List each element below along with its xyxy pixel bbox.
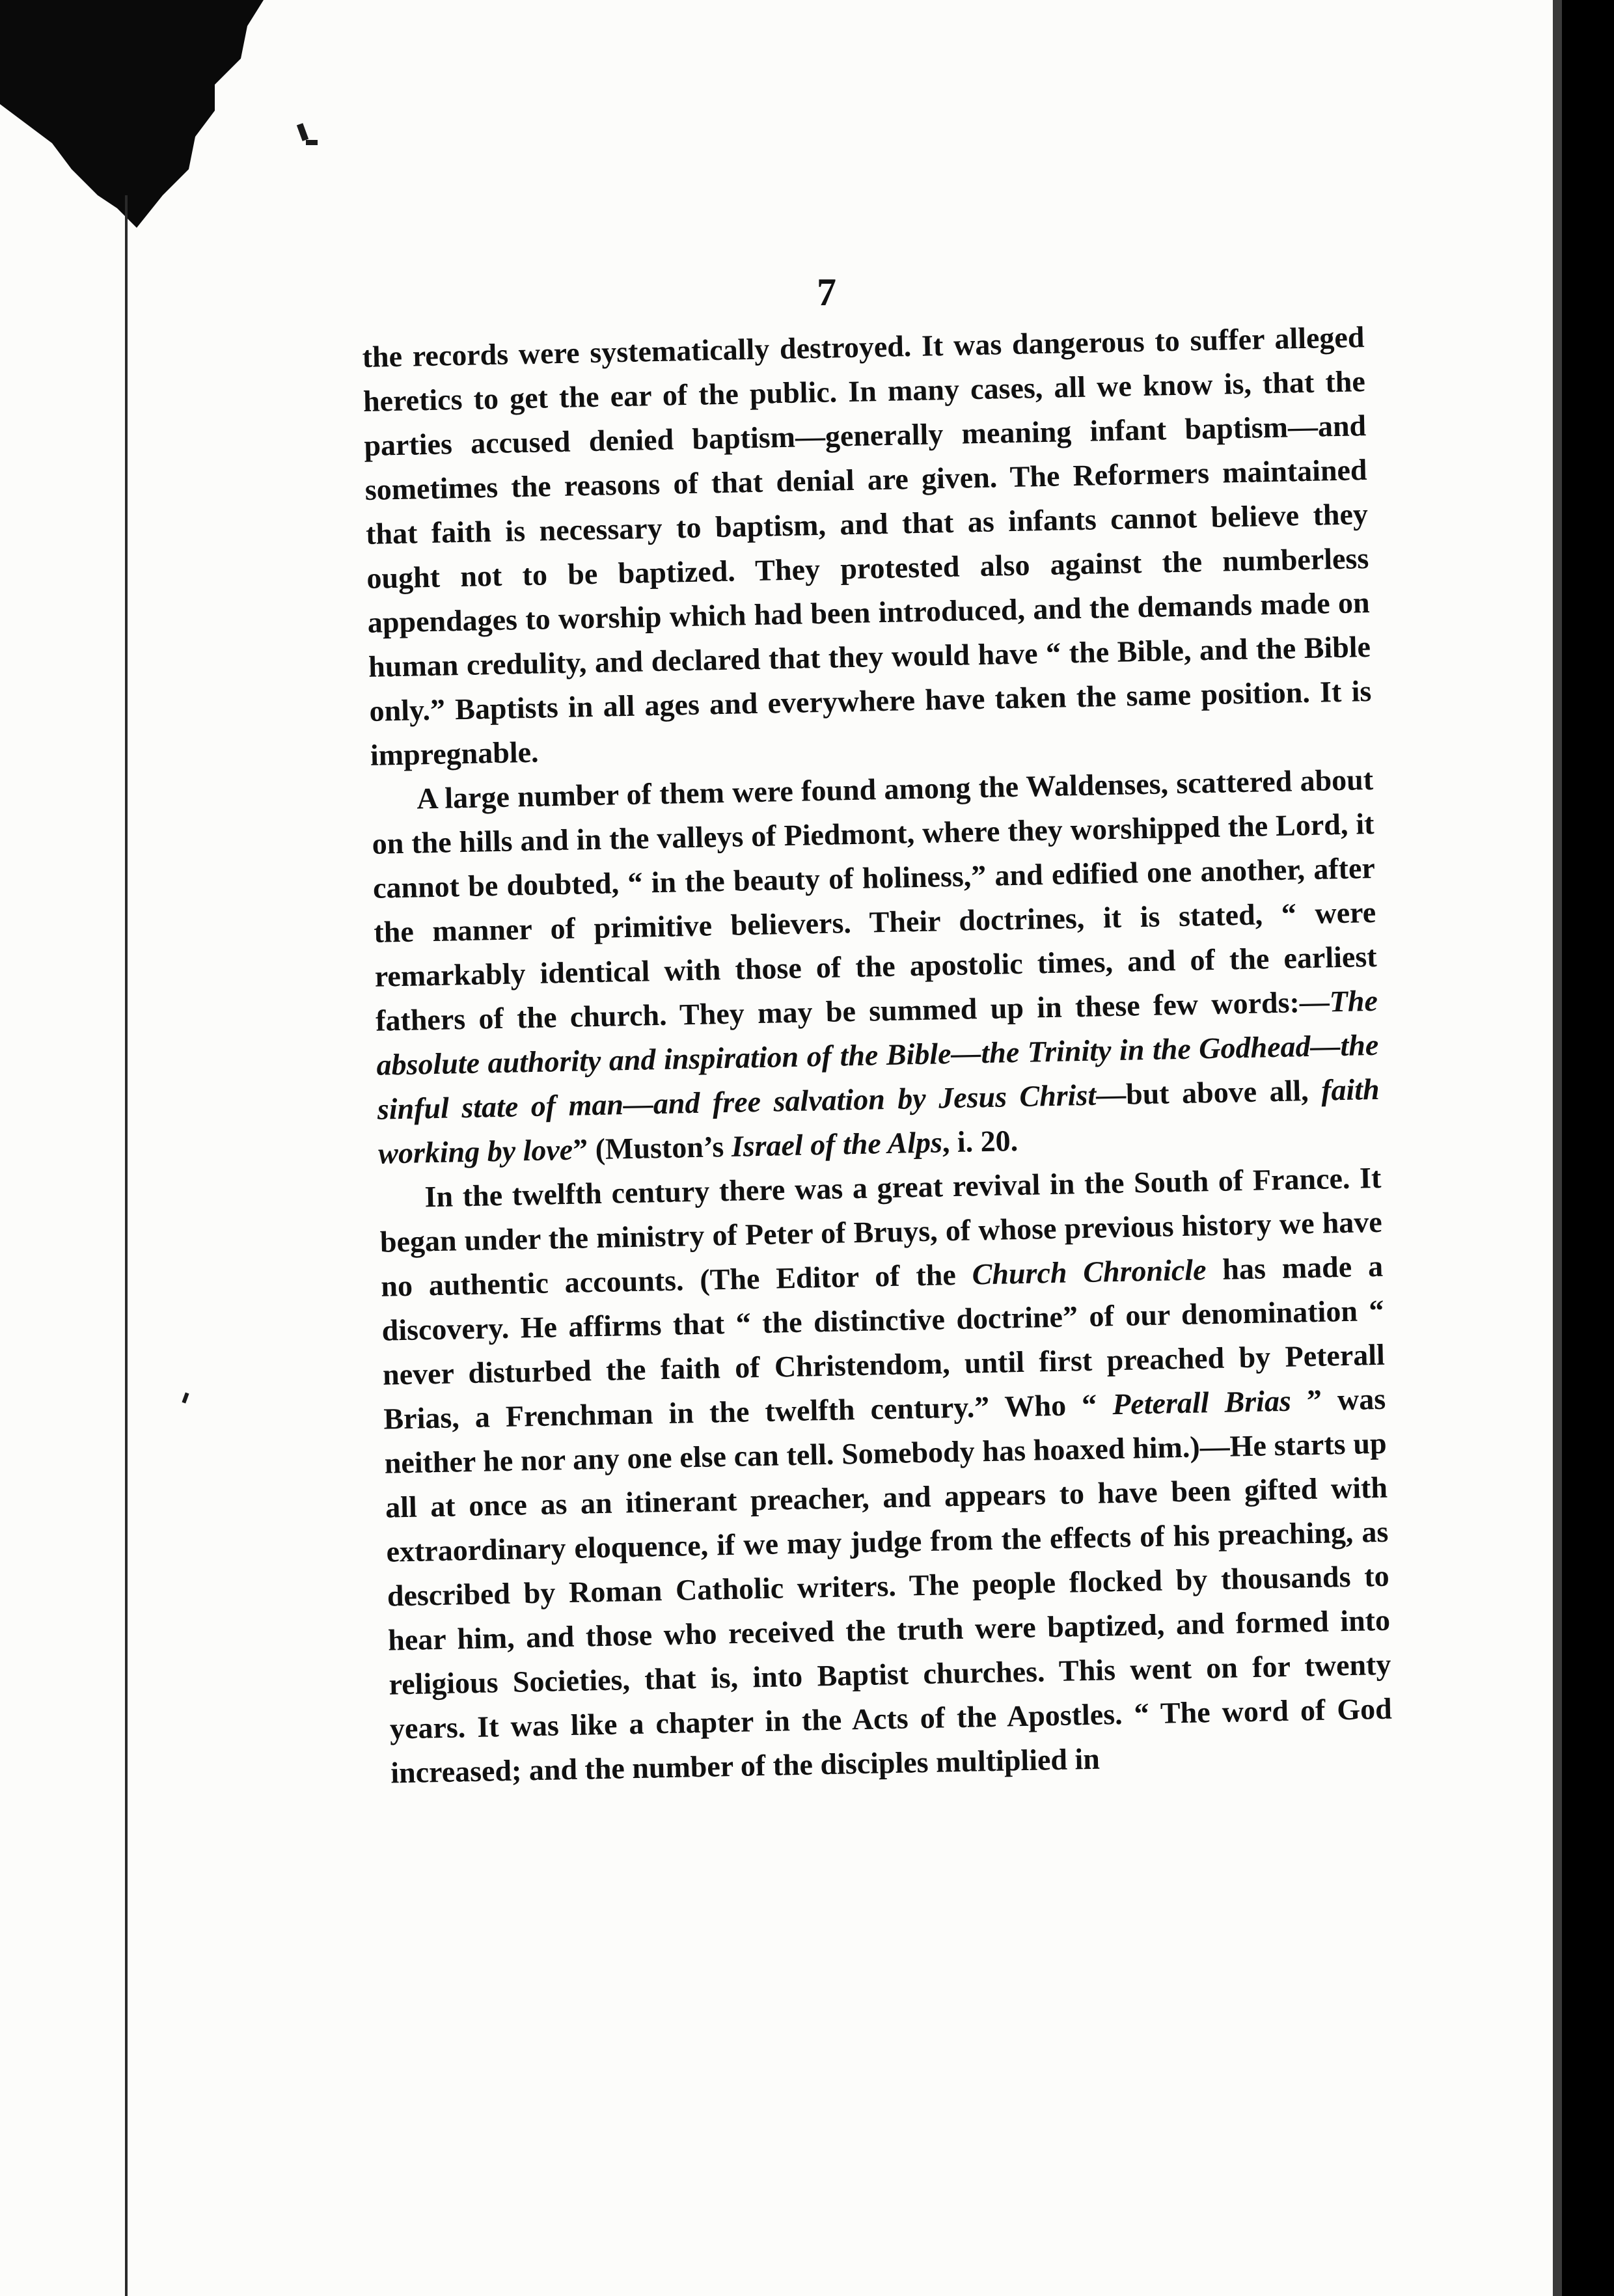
text-run: In the twelfth century there was a great revival in the South of France. It began under the ministry of Peter of Bruys, of whose previous history we have no authentic accounts. (The Editor of the (379, 1160, 1383, 1303)
text-run: ” (Muston’s (572, 1129, 732, 1166)
stray-mark (297, 123, 308, 141)
page-right-edge (1553, 0, 1562, 2296)
stray-mark (182, 1392, 189, 1403)
page-number: 7 (817, 271, 836, 314)
italic-text: Israel of the Alps (731, 1125, 943, 1163)
body-text (362, 315, 1393, 1795)
binding-edge-line (125, 195, 128, 2296)
paragraph (362, 315, 1373, 778)
stray-mark (306, 140, 318, 145)
text-run: , i. 20. (942, 1124, 1019, 1159)
italic-text: The absolute authority and inspiration of the Bible—the Trinity in the Godhead—the sinful state of man—and free salvation by Jesus Christ (376, 983, 1379, 1126)
text-run: has made a discovery. He affirms that “ the distinctive doctrine” of our denomination “ never disturbed the faith of Christendom, until first preached by Peterall Brias, a Frenchman in the twelfth century.” Who “ (381, 1249, 1386, 1436)
italic-text: Church Chronicle (972, 1253, 1207, 1291)
paragraph (379, 1156, 1393, 1796)
text-run: the records were systematically destroyed. It was dangerous to suffer alleged heretics to get the ear of the public. In many cases, all we know is, that the parties accused denied baptism—generally meaning infant baptism—and sometimes the reasons of that denial are given. The Reformers maintained that faith is necessary to baptism, and that as infants cannot believe they ought not to be baptized. They protested also against the numberless appendages to worship which had been introduced, and the demands made on human credulity, and declared that they would have “ the Bible, and the Bible only.” Baptists in all ages and everywhere have taken the same position. It is impregnable. (362, 320, 1372, 772)
text-run: —but above all, (1095, 1073, 1322, 1112)
text-run: A large number of them were found among the Waldenses, scattered about on the hills and in the valleys of Piedmont, where they worshipped the Lord, it cannot be doubted, “ in the beauty of holiness,” and edified one another, after the manner of primitive believers. Their doctrines, it is stated, “ were remarkably identical with those of the apostolic times, and of the earliest fathers of the church. They may be summed up in these few words:— (372, 762, 1377, 1037)
paragraph (371, 758, 1381, 1176)
text-run: ” was neither he nor any one else can tell. Somebody has hoaxed him.)—He starts up all at once as an itinerant preacher, and appears to have been gifted with extraordinary eloquence, if we may judge from the effects of his preaching, as described by Roman Catholic writers. The people flocked by thousands to hear him, and those who received the truth were baptized, and formed into religious Societies, that is, into Baptist churches. This went on for twenty years. It was like a chapter in the Acts of the Apostles. “ The word of God increased; and the number of the disciples multiplied in (384, 1382, 1393, 1790)
italic-text: Peterall Brias (1112, 1384, 1292, 1421)
italic-text: faith working by love (377, 1072, 1380, 1170)
ink-blot-corner (0, 0, 273, 247)
